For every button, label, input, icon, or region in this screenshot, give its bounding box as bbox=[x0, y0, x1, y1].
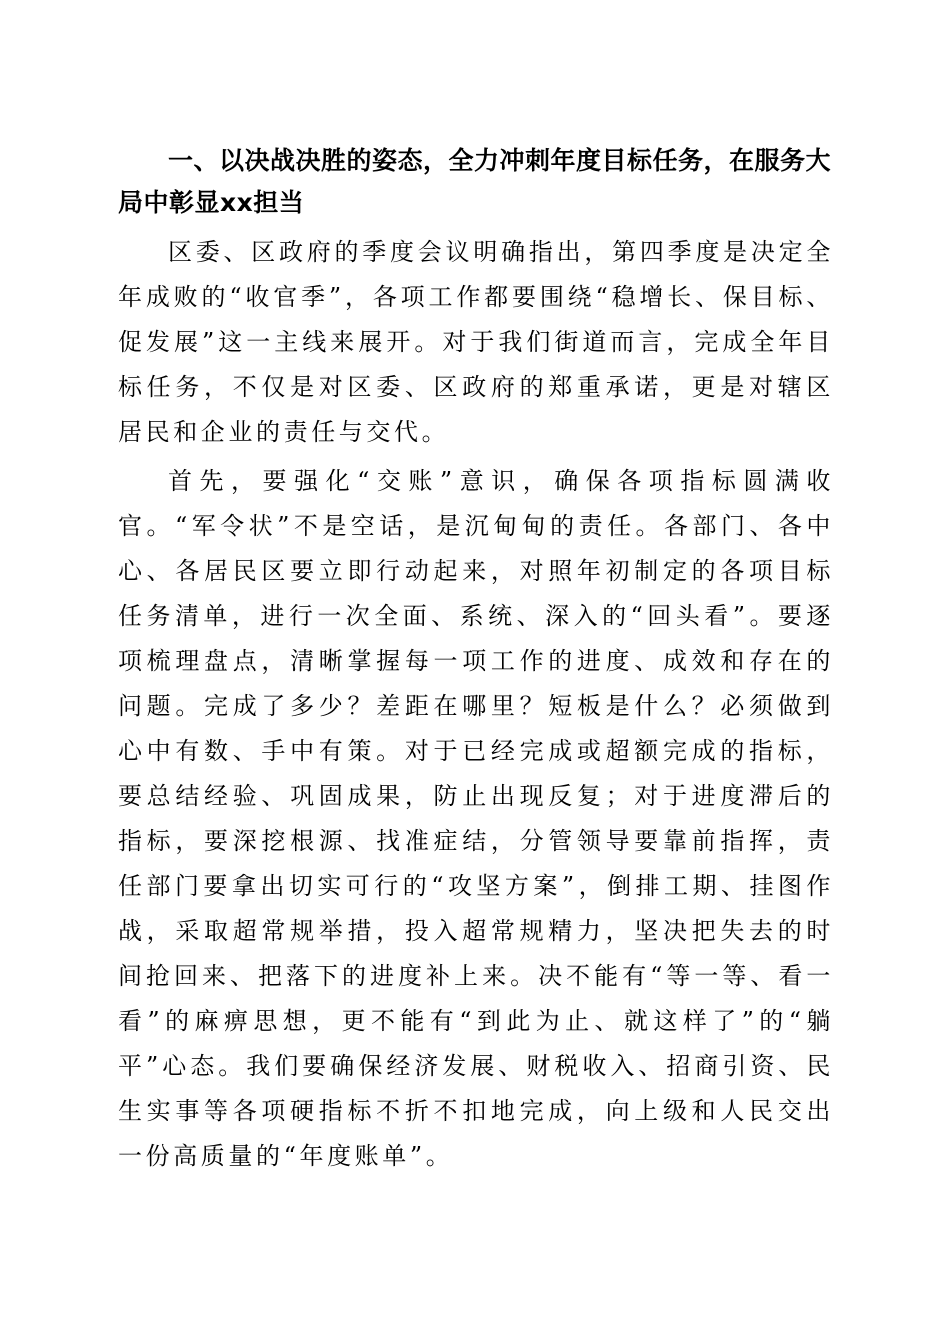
paragraph-2: 首先，要强化“交账”意识，确保各项指标圆满收官。“军令状”不是空话，是沉甸甸的责任。各部门、各中心、各居民区要立即行动起来，对照年初制定的各项目标任务清单，进行一次全面、系统、深入的“回头看”。要逐项梳理盘点，清晰掌握每一项工作的进度、成效和存在的问题。完成了多少？差距在哪里？短板是什么？必须做到心中有数、手中有策。对于已经完成或超额完成的指标，要总结经验、巩固成果，防止出现反复；对于进度滞后的指标，要深挖根源、找准症结，分管领导要靠前指挥，责任部门要拿出切实可行的“攻坚方案”，倒排工期、挂图作战，采取超常规举措，投入超常规精力，坚决把失去的时间抢回来、把落下的进度补上来。决不能有“等一等、看一看”的麻痹思想，更不能有“到此为止、就这样了”的“躺平”心态。我们要确保经济发展、财税收入、招商引资、民生实事等各项硬指标不折不扣地完成，向上级和人民交出一份高质量的“年度账单”。 bbox=[118, 467, 834, 1170]
paragraph-1: 区委、区政府的季度会议明确指出，第四季度是决定全年成败的“收官季”，各项工作都要围绕“稳增长、保目标、促发展”这一主线来展开。对于我们街道而言，完成全年目标任务，不仅是对区委、区政府的郑重承诺，更是对辖区居民和企业的责任与交代。 bbox=[118, 238, 834, 446]
section-heading: 一、以决战决胜的姿态，全力冲刺年度目标任务，在服务大局中彰显xx担当 bbox=[118, 146, 832, 217]
document-page bbox=[118, 140, 834, 1183]
